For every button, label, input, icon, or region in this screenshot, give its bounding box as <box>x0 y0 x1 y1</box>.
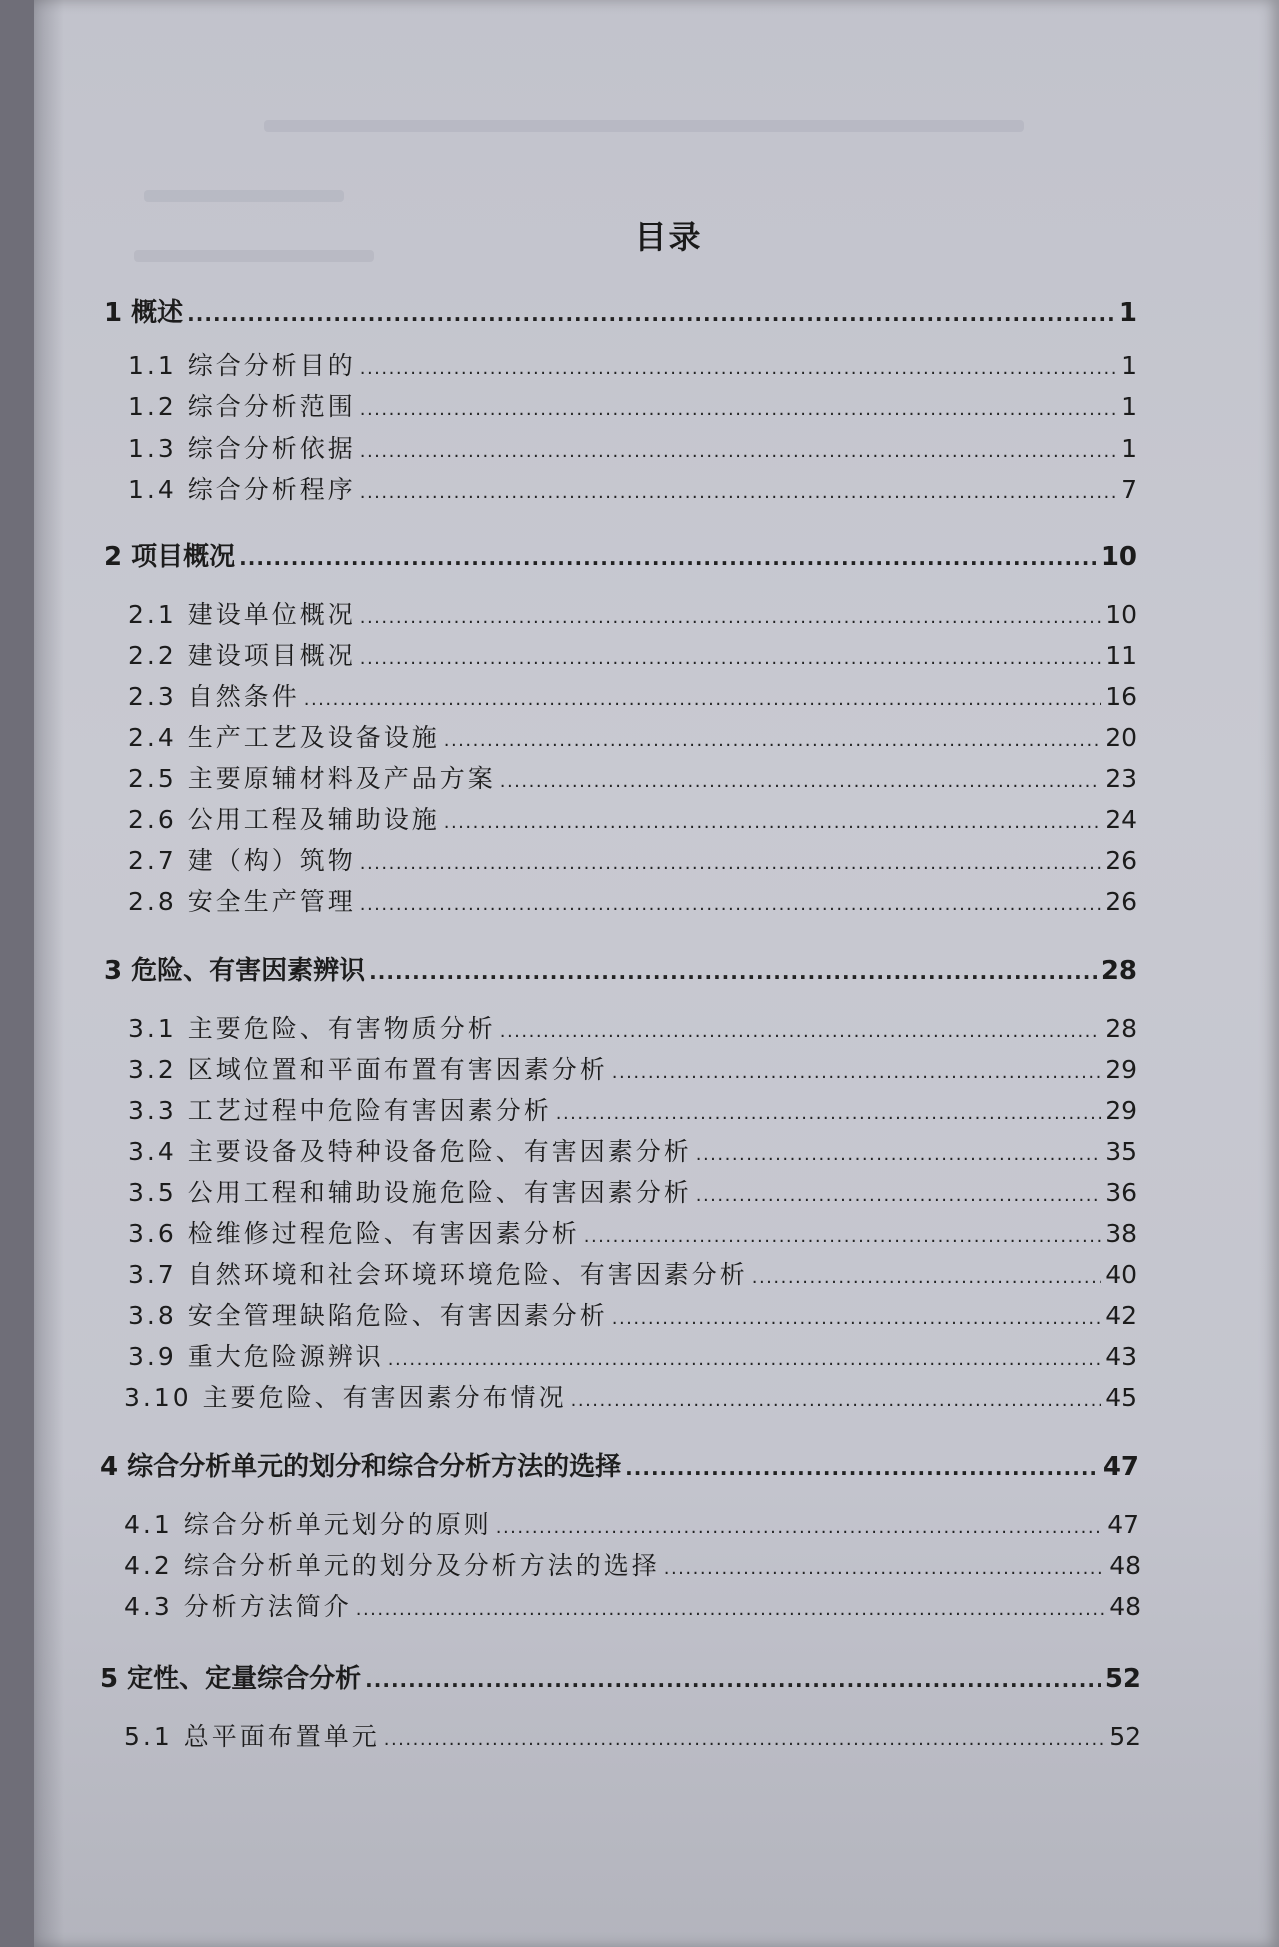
toc-entry-label: 2.6 公用工程及辅助设施 <box>128 805 440 834</box>
toc-page-number: 23 <box>1105 764 1137 793</box>
dot-leader <box>360 894 1101 915</box>
dot-leader <box>304 689 1101 710</box>
toc-page-number: 24 <box>1105 805 1137 834</box>
toc-section-entry <box>124 1546 1141 1582</box>
dot-leader <box>365 1668 1101 1692</box>
toc-section-entry <box>128 1132 1137 1168</box>
toc-page-number: 52 <box>1109 1722 1141 1751</box>
toc-page-number: 28 <box>1100 956 1137 986</box>
toc-page-number: 47 <box>1102 1452 1139 1482</box>
toc-section-entry <box>128 1009 1137 1045</box>
dot-leader <box>360 399 1117 420</box>
toc-entry-label: 2.5 主要原辅材料及产品方案 <box>128 764 496 793</box>
dot-leader <box>187 302 1115 326</box>
dot-leader <box>360 482 1117 503</box>
toc-page-number: 11 <box>1105 641 1137 670</box>
table-of-contents <box>34 0 1279 1947</box>
document-page <box>34 0 1279 1947</box>
dot-leader <box>369 960 1097 984</box>
toc-section-entry <box>128 800 1137 836</box>
toc-entry-label: 1.3 综合分析依据 <box>128 434 356 463</box>
toc-page-number: 43 <box>1105 1342 1137 1371</box>
toc-section-entry <box>124 1717 1141 1753</box>
toc-section-entry <box>128 882 1137 918</box>
toc-page-number: 35 <box>1105 1137 1137 1166</box>
toc-entry-label: 3.8 安全管理缺陷危险、有害因素分析 <box>128 1301 608 1330</box>
toc-page-number: 36 <box>1105 1178 1137 1207</box>
toc-page-number: 26 <box>1105 887 1137 916</box>
toc-section-entry <box>128 718 1137 754</box>
toc-title: 目录 <box>634 218 703 256</box>
toc-page-number: 29 <box>1105 1055 1137 1084</box>
toc-entry-label: 1.2 综合分析范围 <box>128 392 356 421</box>
toc-page-number: 29 <box>1105 1096 1137 1125</box>
toc-section-entry <box>128 841 1137 877</box>
toc-entry-label: 1.4 综合分析程序 <box>128 475 356 504</box>
dot-leader <box>584 1226 1101 1247</box>
toc-section-entry <box>128 1173 1137 1209</box>
toc-section-entry <box>128 1050 1137 1086</box>
toc-entry-label: 3.9 重大危险源辨识 <box>128 1342 384 1371</box>
dot-leader <box>612 1308 1101 1329</box>
toc-chapter-entry <box>104 536 1137 573</box>
toc-page-number: 28 <box>1105 1014 1137 1043</box>
toc-section-entry <box>128 1296 1137 1332</box>
toc-entry-label: 4 综合分析单元的划分和综合分析方法的选择 <box>100 1452 622 1482</box>
toc-section-entry <box>128 1255 1137 1291</box>
toc-chapter-entry <box>100 1446 1139 1483</box>
toc-section-entry <box>128 429 1137 465</box>
toc-entry-label: 4.3 分析方法简介 <box>124 1592 352 1621</box>
dot-leader <box>388 1349 1101 1370</box>
toc-page-number: 7 <box>1121 475 1137 504</box>
toc-section-entry <box>128 636 1137 672</box>
toc-entry-label: 2.3 自然条件 <box>128 682 300 711</box>
toc-section-entry <box>128 346 1137 382</box>
toc-entry-label: 4.1 综合分析单元划分的原则 <box>124 1510 492 1539</box>
toc-chapter-entry <box>104 292 1137 329</box>
toc-section-entry <box>128 759 1137 795</box>
toc-page-number: 38 <box>1105 1219 1137 1248</box>
dot-leader <box>752 1267 1101 1288</box>
toc-section-entry <box>128 1337 1137 1373</box>
toc-page-number: 42 <box>1105 1301 1137 1330</box>
toc-page-number: 10 <box>1100 542 1137 572</box>
dot-leader <box>444 812 1101 833</box>
toc-chapter-entry <box>100 1658 1141 1695</box>
toc-section-entry <box>124 1378 1137 1414</box>
toc-page-number: 47 <box>1107 1510 1139 1539</box>
toc-entry-label: 1 概述 <box>104 298 184 328</box>
toc-entry-label: 2.7 建（构）筑物 <box>128 846 356 875</box>
dot-leader <box>360 441 1117 462</box>
toc-entry-label: 2.8 安全生产管理 <box>128 887 356 916</box>
toc-page-number: 52 <box>1104 1664 1141 1694</box>
toc-entry-label: 3.6 检维修过程危险、有害因素分析 <box>128 1219 580 1248</box>
toc-entry-label: 3.3 工艺过程中危险有害因素分析 <box>128 1096 552 1125</box>
toc-entry-label: 3.4 主要设备及特种设备危险、有害因素分析 <box>128 1137 692 1166</box>
dot-leader <box>664 1558 1105 1579</box>
toc-section-entry <box>124 1587 1141 1623</box>
toc-section-entry <box>128 387 1137 423</box>
dot-leader <box>384 1729 1105 1750</box>
dot-leader <box>360 607 1101 628</box>
toc-section-entry <box>128 595 1137 631</box>
toc-page-number: 1 <box>1118 298 1137 328</box>
dot-leader <box>444 730 1101 751</box>
toc-section-entry <box>128 1091 1137 1127</box>
dot-leader <box>556 1103 1101 1124</box>
toc-entry-label: 2.1 建设单位概况 <box>128 600 356 629</box>
toc-entry-label: 5 定性、定量综合分析 <box>100 1664 362 1694</box>
toc-page-number: 26 <box>1105 846 1137 875</box>
dot-leader <box>356 1599 1105 1620</box>
toc-section-entry <box>124 1505 1139 1541</box>
toc-section-entry <box>128 677 1137 713</box>
toc-entry-label: 3.7 自然环境和社会环境环境危险、有害因素分析 <box>128 1260 748 1289</box>
dot-leader <box>496 1517 1103 1538</box>
dot-leader <box>500 1021 1101 1042</box>
toc-entry-label: 4.2 综合分析单元的划分及分析方法的选择 <box>124 1551 660 1580</box>
toc-entry-label: 3.2 区域位置和平面布置有害因素分析 <box>128 1055 608 1084</box>
toc-page-number: 1 <box>1121 434 1137 463</box>
toc-entry-label: 2.2 建设项目概况 <box>128 641 356 670</box>
toc-entry-label: 2 项目概况 <box>104 542 236 572</box>
dot-leader <box>696 1185 1101 1206</box>
dot-leader <box>612 1062 1101 1083</box>
toc-entry-label: 3.5 公用工程和辅助设施危险、有害因素分析 <box>128 1178 692 1207</box>
dot-leader <box>360 853 1101 874</box>
toc-entry-label: 1.1 综合分析目的 <box>128 351 356 380</box>
dot-leader <box>360 358 1117 379</box>
toc-page-number: 45 <box>1105 1383 1137 1412</box>
dot-leader <box>696 1144 1101 1165</box>
toc-section-entry <box>128 1214 1137 1250</box>
toc-page-number: 10 <box>1105 600 1137 629</box>
toc-chapter-entry <box>104 950 1137 987</box>
toc-entry-label: 3 危险、有害因素辨识 <box>104 956 366 986</box>
toc-entry-label: 5.1 总平面布置单元 <box>124 1722 380 1751</box>
toc-page-number: 20 <box>1105 723 1137 752</box>
dot-leader <box>571 1390 1102 1411</box>
dot-leader <box>500 771 1101 792</box>
toc-page-number: 16 <box>1105 682 1137 711</box>
toc-entry-label: 3.10 主要危险、有害因素分布情况 <box>124 1383 567 1412</box>
dot-leader <box>360 648 1101 669</box>
dot-leader <box>625 1456 1099 1480</box>
toc-page-number: 48 <box>1109 1551 1141 1580</box>
dot-leader <box>239 546 1097 570</box>
toc-entry-label: 2.4 生产工艺及设备设施 <box>128 723 440 752</box>
toc-entry-label: 3.1 主要危险、有害物质分析 <box>128 1014 496 1043</box>
toc-page-number: 1 <box>1121 351 1137 380</box>
toc-page-number: 48 <box>1109 1592 1141 1621</box>
toc-section-entry <box>128 470 1137 506</box>
toc-page-number: 1 <box>1121 392 1137 421</box>
toc-page-number: 40 <box>1105 1260 1137 1289</box>
